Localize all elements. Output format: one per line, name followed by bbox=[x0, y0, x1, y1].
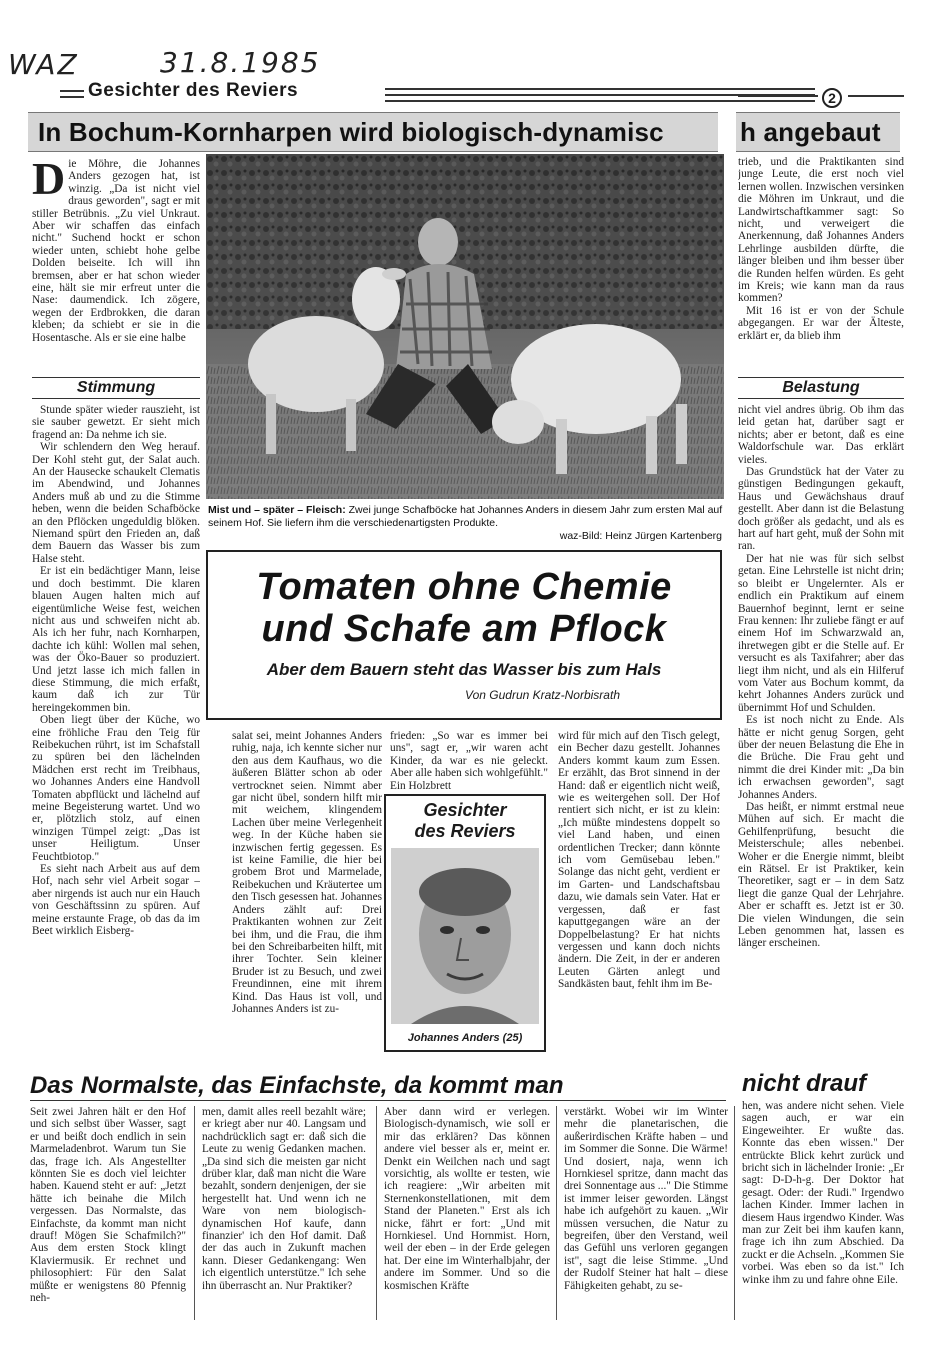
headline-left: In Bochum-Kornharpen wird biologisch-dynamisc bbox=[38, 117, 664, 147]
article-title-box bbox=[206, 550, 722, 720]
bottom-headline-rule bbox=[30, 1100, 726, 1101]
headline-bar bbox=[28, 112, 718, 152]
column-3-top: frieden: „So war es immer bei uns", sagt er, „wir waren acht Kinder, da war es nie geleckt. Aber alle haben sich wohlgefühlt." Ein Holzbrett bbox=[390, 730, 548, 792]
header-rule-right-bottom bbox=[385, 100, 815, 102]
column-1-paragraph-1: ie Möhre, die Johannes Anders gezogen hat, ist winzig. „Da ist nicht viel draus geworden", sagt er mit stiller Betrübnis. „Zu viel Unkraut. Aber wir schaffen das einfach nicht." Suchend hockt er schon wieder unten, schiebt hohe gelbe Dolden beiseite. Ich will ihn bremsen, aber er hat schon wieder eine, hält sie mir erfreut unter die Nase: daumendick. Ich zögere, wegen der Erdbrokken, die daran kleben; da schiebt er sie in die Hosentasche. Als er sie eine halbe bbox=[32, 158, 200, 344]
bottom-headline-right: nicht drauf bbox=[742, 1070, 866, 1097]
column-1-intro bbox=[32, 158, 200, 368]
bottom-divider-3 bbox=[556, 1106, 557, 1320]
article-byline: Von Gudrun Kratz-Norbisrath bbox=[465, 688, 620, 702]
photo-caption bbox=[208, 504, 724, 530]
photo-caption-lead: Mist und – später – Fleisch: bbox=[208, 504, 346, 516]
bottom-headline-left: Das Normalste, das Einfachste, da kommt man bbox=[30, 1072, 564, 1099]
photo-farmer-with-sheep bbox=[206, 154, 724, 499]
handwritten-source: WAZ bbox=[8, 48, 79, 81]
column-5-paragraph-4: Das Grundstück hat der Vater zu günstigen Bedingungen gekauft, Haus und Gewächshaus drauf gestellt. Aber dann ist die Belastung doch größer als gedacht, und als es hart auf hart geht, muß der Sohn mit ran. bbox=[738, 466, 904, 553]
bottom-divider-1 bbox=[194, 1106, 195, 1320]
header-rule-left-bottom bbox=[60, 96, 84, 98]
photo-illustration bbox=[206, 154, 724, 499]
article-subtitle: Aber dem Bauern steht das Wasser bis zum Hals bbox=[266, 660, 662, 679]
bottom-divider-2 bbox=[376, 1106, 377, 1320]
inset-title-line-1: Gesichter bbox=[423, 800, 507, 820]
column-1-paragraph-2: Stunde später wieder rauszieht, ist sie sauber gewetzt. Er sieht mich fragend an: Da nehme ich sie. bbox=[32, 404, 200, 441]
bottom-column-4: verstärkt. Wobei wir im Winter mehr die planetarischen, die außerirdischen Kräfte haben – und im Sommer die Sonne. Die Wärme! Und dosiert, naja, wenn ich Hornkiesel spritze, dann macht das drei Sonnentage aus ..." Die Stimme ist immer leiser geworden. Längst habe ich aufgehört zu kauen. „Wir müssen versuchen, die Natur zu begreifen, über den Verstand, weil das Gefühl uns verloren gegangen ist", sagt die leise Stimme. „Und der Rudolf Steiner hat halt – diese Fähigkeiten gehabt, zu se- bbox=[564, 1106, 728, 1292]
header-rule-left-top bbox=[60, 90, 84, 92]
photo-caption-text: Zwei junge Schafböcke hat Johannes Anders in diesem Jahr zum ersten Mal auf seinem Hof. Sie liefern ihm die verschiedenartigsten Produkte. bbox=[208, 504, 723, 529]
inset-title-line-2: des Reviers bbox=[414, 821, 516, 841]
column-5-paragraph-3: nicht viel andres übrig. Ob ihm das leid getan hat, darüber sagt er nichts; aber er betont, daß es eine Waldorfschule war. Das erklärt vieles. bbox=[738, 404, 904, 466]
article-title-line-1: Tomaten ohne Chemie bbox=[256, 566, 672, 608]
header-rule-right-top bbox=[385, 88, 815, 90]
bottom-column-2: men, damit alles reell bezahlt wäre; er kriegt aber nur 40. Langsam und nachdrücklich sagt er: daß sich die Leute zu wenig Gedanken machen. „Da sind sich die meisten gar nicht drüber klar, daß man nicht die Ware bezahlt, sondern denjenigen, der sie hergestellt hat. Und wenn ich ne Ware von nem biologisch-dynamischen Hof kaufe, dann finanzier' ich den Hof damit. Daß der das auch in Zukunft machen kann. Dieser Gedankengang: Wen ich eigentlich unterstütze." Ich sehe ihn überrascht an. Nur Praktiker? bbox=[202, 1106, 366, 1292]
inset-caption: Johannes Anders (25) bbox=[407, 1032, 523, 1044]
header-rule-end bbox=[848, 95, 904, 97]
column-5-paragraph-1: trieb, und die Praktikanten sind junge Leute, die erst noch viel lernen wollen. Inzwischen versinken die Möhren im Unkraut, und die Landwirtschaftkammer sagt: So nicht, und verweigert die Anerkennung, daß Johannes Anders Lehrlinge ausbilden dürfte, die länger bleiben und ihm besser über die Runden helfen würden. Es geht im Kreis; wie kann man da raus kommen? bbox=[738, 156, 904, 305]
section-label: Gesichter des Reviers bbox=[88, 80, 299, 101]
bottom-column-1: Seit zwei Jahren hält er den Hof und sich selbst über Wasser, sagt er und beißt doch endlich in sein Marmeladenbrot. Warum tun Sie das, frage ich. Als Angestellter könnten Sie es doch viel leichter haben. Kauend steht er auf: „Jetzt hätte ich beinahe die Milch vergessen. Das Normalste, das Einfachste, da kommt man nicht drauf! Mögen Sie Schafmilch?" Aus dem ersten Stock klingt Klaviermusik. Er rechnet und philosophiert: Für den Salat müßte er wenigstens 80 Pfennig neh- bbox=[30, 1106, 186, 1305]
photo-credit: waz-Bild: Heinz Jürgen Kartenberg bbox=[559, 530, 722, 542]
subhead-belastung: Belastung bbox=[738, 377, 904, 399]
page-number: 2 bbox=[822, 88, 842, 108]
portrait-illustration bbox=[391, 848, 539, 1024]
column-5-paragraph-2: Mit 16 ist er von der Schule abgegangen. Er war der Älteste, erklärt er, da blieb ihm bbox=[738, 304, 904, 342]
column-5-top bbox=[738, 156, 904, 370]
column-4: wird für mich auf den Tisch gelegt, ein Becher dazu gestellt. Johannes Anders kommt kaum zum Essen. Er erzählt, das Brot sinnend in der Hand: daß er eigentlich nicht weiß, wie es weitergehen soll. Der Hof rentiert sich nicht, er ist zu klein: „Ich müßte mindestens doppelt so viel Land haben, und einen ordentlichen Trecker; dann könnte ich vom Gemüsebau leben." Solange das nicht geht, verdient er im Garten- und Landschaftsbau dazu, wie damals sein Vater. Hat er vergessen, daß er fast kaputtgegangen wäre an der Doppelbelastung? Er hat nichts vergessen und kann doch nichts ändern. Die Zeit, in der er anderen Leuten Gärten anlegt und Sandkästen baut, fehlt ihm im Be- bbox=[558, 730, 720, 991]
column-1-paragraph-5: Oben liegt über der Küche, wo eine fröhliche Frau den Teig für Reibekuchen rührt, ist im Schafstall zu spüren bei den lächelnden Mädchen erst recht im Treibhaus, wo Johannes Anders eine Handvoll Tomaten abpflückt und lächelnd auf meine Begeisterung wartet. Und wo er, plötzlich stolz, auf einen winzigen Tümpel zeigt: „Das ist unser Heiligtum. Unser Feuchtbiotop." bbox=[32, 714, 200, 863]
column-5-paragraph-5: Der hat nie was für sich selbst getan. Eine Lehrstelle ist nicht drin; so bleibt er Ungelernter. Als er endlich ein Praktikum auf einem Bauernhof beginnt, lernt er seine Frau kennen: Ihr zuliebe fängt er auf einem Hof im Schwarzwald an, ihretwegen gibt er die Stelle auf. Er versucht es als Taxifahrer; aber das liegt ihm nicht, und als ein Hilferuf vom Vater aus Bochum kommt, da kehrt Johannes Anders zurück und übernimmt Hof und Schulden. bbox=[738, 552, 904, 714]
column-1-paragraph-6: Es sieht nach Arbeit aus auf dem Hof, nach sehr viel Arbeit sogar – aber nirgends ist auch nur ein Hauch von Geschäftssinn zu spüren. Auf meine erstaunte Frage, ob das da im Beet wirklich Eisberg- bbox=[32, 863, 200, 938]
column-5-body bbox=[738, 404, 904, 1068]
headline-bar-right bbox=[736, 112, 900, 152]
inset-gesichter-des-reviers bbox=[384, 794, 546, 1052]
column-2: salat sei, meint Johannes Anders ruhig, naja, ich kennte sicher nur den aus dem Kaufhaus, wo die äußeren Blätter schon ab oder vertrocknet seien. Nimmt aber gar nicht übel, sondern hilft mir mit weichem, klingendem Lachen über meine Verlegenheit weg. In der Küche haben sie inzwischen fertig gegessen. Es ist keine Familie, die hier bei grobem Brot und Marmelade, Reibekuchen und Kräutertee um den Tisch gesessen hat. Johannes Anders zählt auf: Drei Praktikanten wohnen zur Zeit bei ihm, und die Frau, die ihm bei den Schreibarbeiten hilft, mit ihrer Tochter. Sein kleiner Bruder ist zu Besuch, und zwei Freundinnen, eine mit ihrem Kind. Das Haus ist voll, und Johannes Anders ist zu- bbox=[232, 730, 382, 1015]
headline-right: h angebaut bbox=[740, 117, 881, 147]
header-rule-page bbox=[738, 95, 818, 97]
drop-cap: D bbox=[32, 158, 66, 204]
subhead-stimmung: Stimmung bbox=[32, 377, 200, 399]
column-5-paragraph-6: Es ist noch nicht zu Ende. Als hätte er nicht genug Sorgen, geht über der neuen Belastung die Ehe in die Brüche. Die Frau geht und nimmt die drei Kinder mit: „Da bin ich erwachsen geworden", sagt Johannes Anders. bbox=[738, 714, 904, 801]
portrait-photo bbox=[391, 848, 539, 1024]
column-1-paragraph-4: Er ist ein bedächtiger Mann, leise und doch bestimmt. Die klaren blauen Augen halten mich auf eigentümliche Weise fest, weichen nicht aus und schweifen nicht ab. Als ich her fuhr, nach Kornharpen, dachte ich kühl: Wollen mal sehen, was der Öko-Bauer so produziert. Und jetzt lasse ich mich fallen in diese Stimmung, die mich erfaßt, kaum daß ich zur Tür hereingekommen bin. bbox=[32, 565, 200, 714]
column-1-paragraph-3: Wir schlendern den Weg herauf. Der Kohl steht gut, der Salat auch. An der Hausecke schaukelt Clematis im Abendwind, und Johannes Anders muß ab und zu die Stimme heben, wenn die beiden Schafböcke an den Pflöcken ungeduldig blöken. Niemand spürt den Frieden an, daß dem Bauern das Wasser bis zum Halse steht. bbox=[32, 441, 200, 565]
column-5-paragraph-7: Das heißt, er nimmt erstmal neue Mühen auf sich. Er macht die Gehilfenprüfung, besucht die Meisterschule; alles nebenbei. Woher er die Energie nimmt, bleibt ein Rätsel. Er ist Praktiker, kein Theoretiker, sagt er – in dem Satz liegt die ganze Qual der Lehrjahre. Aber er schafft es. Jetzt ist er 30. Die vielen Windungen, die sein Leben genommen hat, lassen es länger erscheinen. bbox=[738, 801, 904, 950]
column-1-body bbox=[32, 404, 200, 1066]
bottom-column-5: hen, was andere nicht sehen. Viele sagen auch, er war ein Eingeweihter. Er wußte das. Konnte das eben wissen." Der entrückte Blick kehrt zurück und bricht sich in lächelnder Ironie: „Er sagt: D-D-h-g. Der Doktor hat gesagt. Oder: der Rudi." Irgendwo lachen Kinder. Immer lachen in diesem Haus irgendwo Kinder. Was man zur Zeit bei ihm kaufen kann, frage ich ihn zum Abschied. Da zuckt er die Achseln. „Kommen Sie vorbei. Was eben so da ist." Ich winke ihm zu und fahre ohne Eile. bbox=[742, 1100, 904, 1286]
bottom-column-3: Aber dann wird er verlegen. Biologisch-dynamisch, wie soll er mir das erklären? Das können andere viel besser als er, meint er. Denkt ein Weilchen nach und sagt vorsichtig, als wollte er testen, wie ich reagiere: „Wir arbeiten mit Sternenkonstellationen, mit dem Stand der Planeten." Erst als ich nicke, fährt er fort: „Und mit Hornkiesel. Und Hornmist. Horn, weil der eben – in der Erde gelegen hat. Der eine im Winterhalbjahr, der andere im Sommer. Und so die kosmischen Kräfte bbox=[384, 1106, 550, 1292]
handwritten-date: 31.8.1985 bbox=[160, 46, 321, 79]
article-title-line-2: und Schafe am Pflock bbox=[261, 608, 667, 650]
bottom-divider-4 bbox=[734, 1106, 735, 1320]
